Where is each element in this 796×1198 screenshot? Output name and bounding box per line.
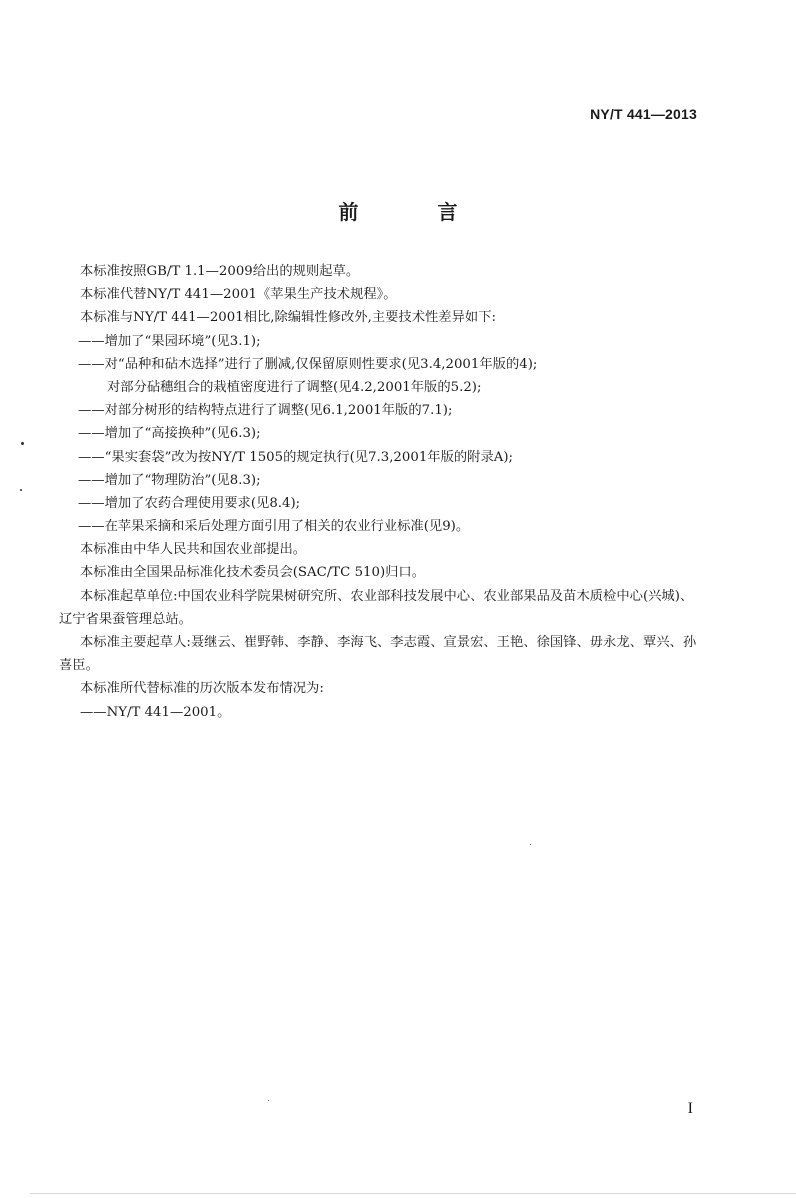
list-item: ——在苹果采摘和采后处理方面引用了相关的农业行业标准(见9)。 bbox=[78, 519, 470, 535]
scan-speck bbox=[20, 489, 22, 491]
list-item: ——增加了“高接换种”(见6.3); bbox=[78, 426, 261, 442]
list-item: ——增加了农药合理使用要求(见8.4); bbox=[78, 495, 301, 511]
list-item: ——增加了“物理防治”(见8.3); bbox=[78, 472, 261, 488]
page-number: I bbox=[687, 1100, 693, 1117]
scan-speck bbox=[268, 1100, 269, 1101]
text-line: 本标准代替NY/T 441—2001《苹果生产技术规程》。 bbox=[80, 287, 397, 303]
drafters-paragraph: 本标准主要起草人:聂继云、崔野韩、李静、李海飞、李志霞、宣景宏、王艳、徐国锋、毋永龙、覃兴、孙喜臣。 bbox=[59, 635, 697, 674]
drafting-units-paragraph: 本标准起草单位:中国农业科学院果树研究所、农业部科技发展中心、农业部果品及苗木质检中心(兴城)、辽宁省果蚕管理总站。 bbox=[59, 588, 694, 627]
scan-edge bbox=[30, 1193, 796, 1194]
list-item: ——对“品种和砧木选择”进行了删减,仅保留原则性要求(见3.4,2001年版的4); bbox=[78, 356, 538, 372]
list-item: ——增加了“果园环境”(见3.1); bbox=[78, 333, 261, 349]
text-line: 本标准与NY/T 441—2001相比,除编辑性修改外,主要技术性差异如下: bbox=[80, 310, 496, 326]
history-item: ——NY/T 441—2001。 bbox=[80, 704, 231, 720]
scan-speck bbox=[530, 844, 531, 845]
document-body bbox=[59, 260, 699, 724]
standard-code: NY/T 441—2013 bbox=[590, 106, 697, 122]
list-item-continuation: 对部分砧穗组合的栽植密度进行了调整(见4.2,2001年版的5.2); bbox=[107, 379, 482, 395]
text-line: 本标准由全国果品标准化技术委员会(SAC/TC 510)归口。 bbox=[80, 565, 426, 581]
page-title: 前 言 bbox=[338, 200, 494, 224]
list-item: ——“果实套袋”改为按NY/T 1505的规定执行(见7.3,2001年版的附录A); bbox=[78, 449, 514, 465]
history-intro: 本标准所代替标准的历次版本发布情况为: bbox=[80, 681, 324, 697]
scan-speck bbox=[21, 442, 24, 445]
text-line: 本标准由中华人民共和国农业部提出。 bbox=[80, 542, 307, 558]
text-line: 本标准按照GB/T 1.1—2009给出的规则起草。 bbox=[80, 264, 360, 279]
list-item: ——对部分树形的结构特点进行了调整(见6.1,2001年版的7.1); bbox=[78, 403, 453, 419]
